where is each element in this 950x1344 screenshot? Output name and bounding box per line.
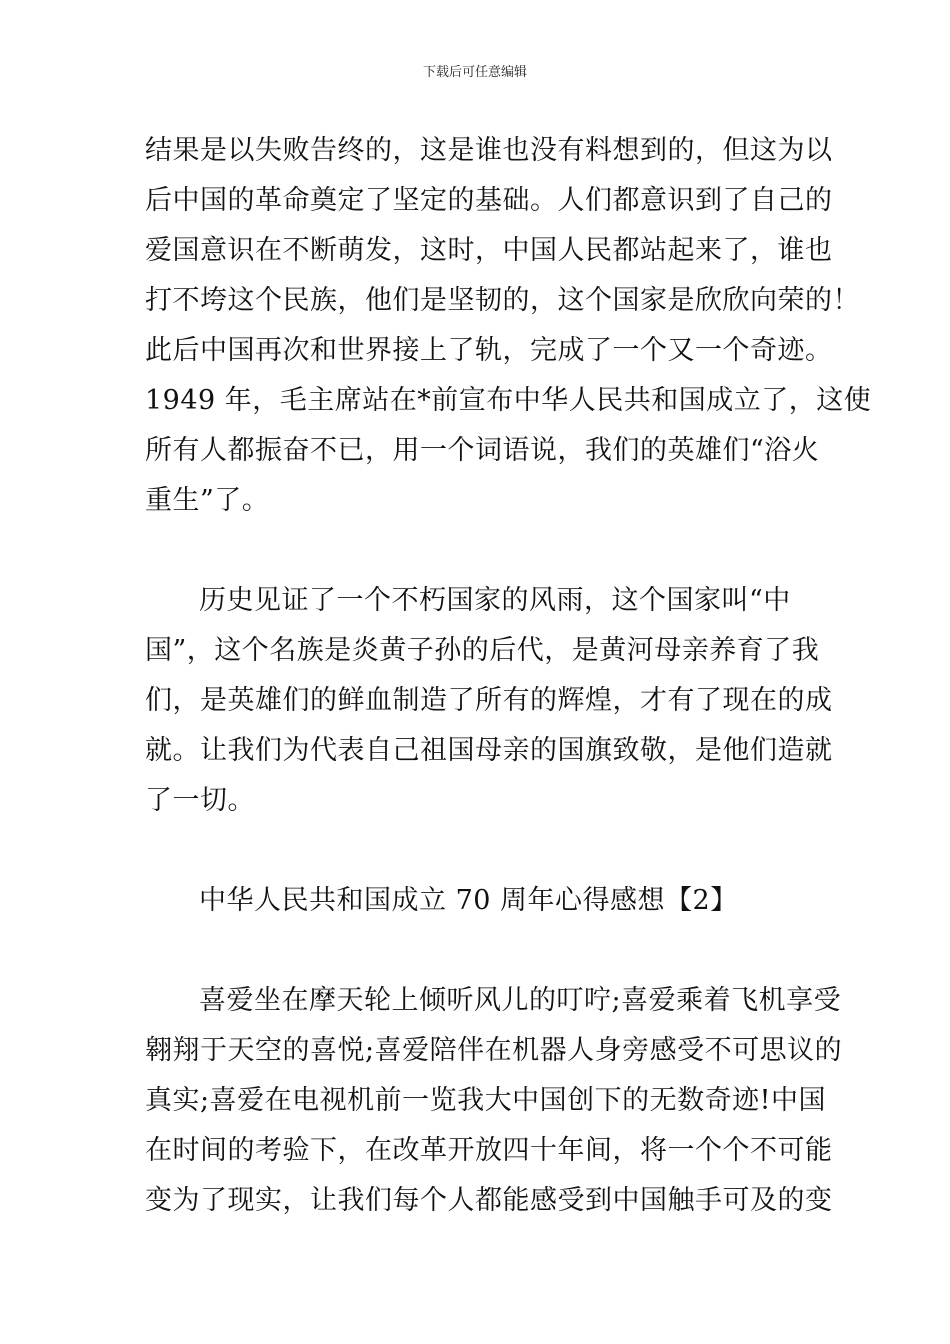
paragraph-spacer — [145, 926, 845, 976]
paragraph-line: 打不垮这个民族，他们是坚韧的，这个国家是欣欣向荣的！ — [145, 285, 860, 316]
paragraph-line: 重生”了。 — [145, 485, 270, 516]
paragraph-1 — [145, 126, 872, 526]
paragraph-line: 就。让我们为代表自己祖国母亲的国旗致敬，是他们造就 — [145, 735, 833, 766]
section-heading: 中华人民共和国成立 70 周年心得感想【2】 — [199, 885, 738, 916]
paragraph-line: 此后中国再次和世界接上了轨，完成了一个又一个奇迹。 — [145, 335, 833, 366]
paragraph-spacer — [145, 526, 845, 576]
paragraph-line: 国”，这个名族是炎黄子孙的后代，是黄河母亲养育了我 — [145, 635, 820, 666]
paragraph-line: 在时间的考验下，在改革开放四十年间，将一个个不可能 — [145, 1135, 833, 1166]
paragraph-line: 了一切。 — [145, 785, 255, 816]
paragraph-spacer — [145, 826, 845, 876]
paragraph-2 — [145, 576, 845, 826]
paragraph-line: 后中国的革命奠定了坚定的基础。人们都意识到了自己的 — [145, 185, 833, 216]
paragraph-3 — [145, 976, 845, 1226]
paragraph-line: 1949 年，毛主席站在*前宣布中华人民共和国成立了，这使 — [145, 385, 872, 416]
paragraph-line: 所有人都振奋不已，用一个词语说，我们的英雄们“浴火 — [145, 435, 820, 466]
paragraph-line: 变为了现实，让我们每个人都能感受到中国触手可及的变 — [145, 1185, 833, 1216]
paragraph-line: 爱国意识在不断萌发，这时，中国人民都站起来了，谁也 — [145, 235, 833, 266]
paragraph-line: 历史见证了一个不朽国家的风雨，这个国家叫“中 — [199, 585, 791, 616]
document-body — [145, 126, 872, 1226]
paragraph-line: 真实;喜爱在电视机前一览我大中国创下的无数奇迹!中国 — [145, 1085, 826, 1116]
paragraph-line: 喜爱坐在摩天轮上倾听风儿的叮咛;喜爱乘着飞机享受 — [199, 985, 842, 1016]
page-header: 下载后可任意编辑 — [422, 65, 527, 80]
paragraph-line: 结果是以失败告终的，这是谁也没有料想到的，但这为以 — [145, 135, 833, 166]
paragraph-line: 翱翔于天空的喜悦;喜爱陪伴在机器人身旁感受不可思议的 — [145, 1035, 843, 1066]
paragraph-line: 们，是英雄们的鲜血制造了所有的辉煌，才有了现在的成 — [145, 685, 833, 716]
